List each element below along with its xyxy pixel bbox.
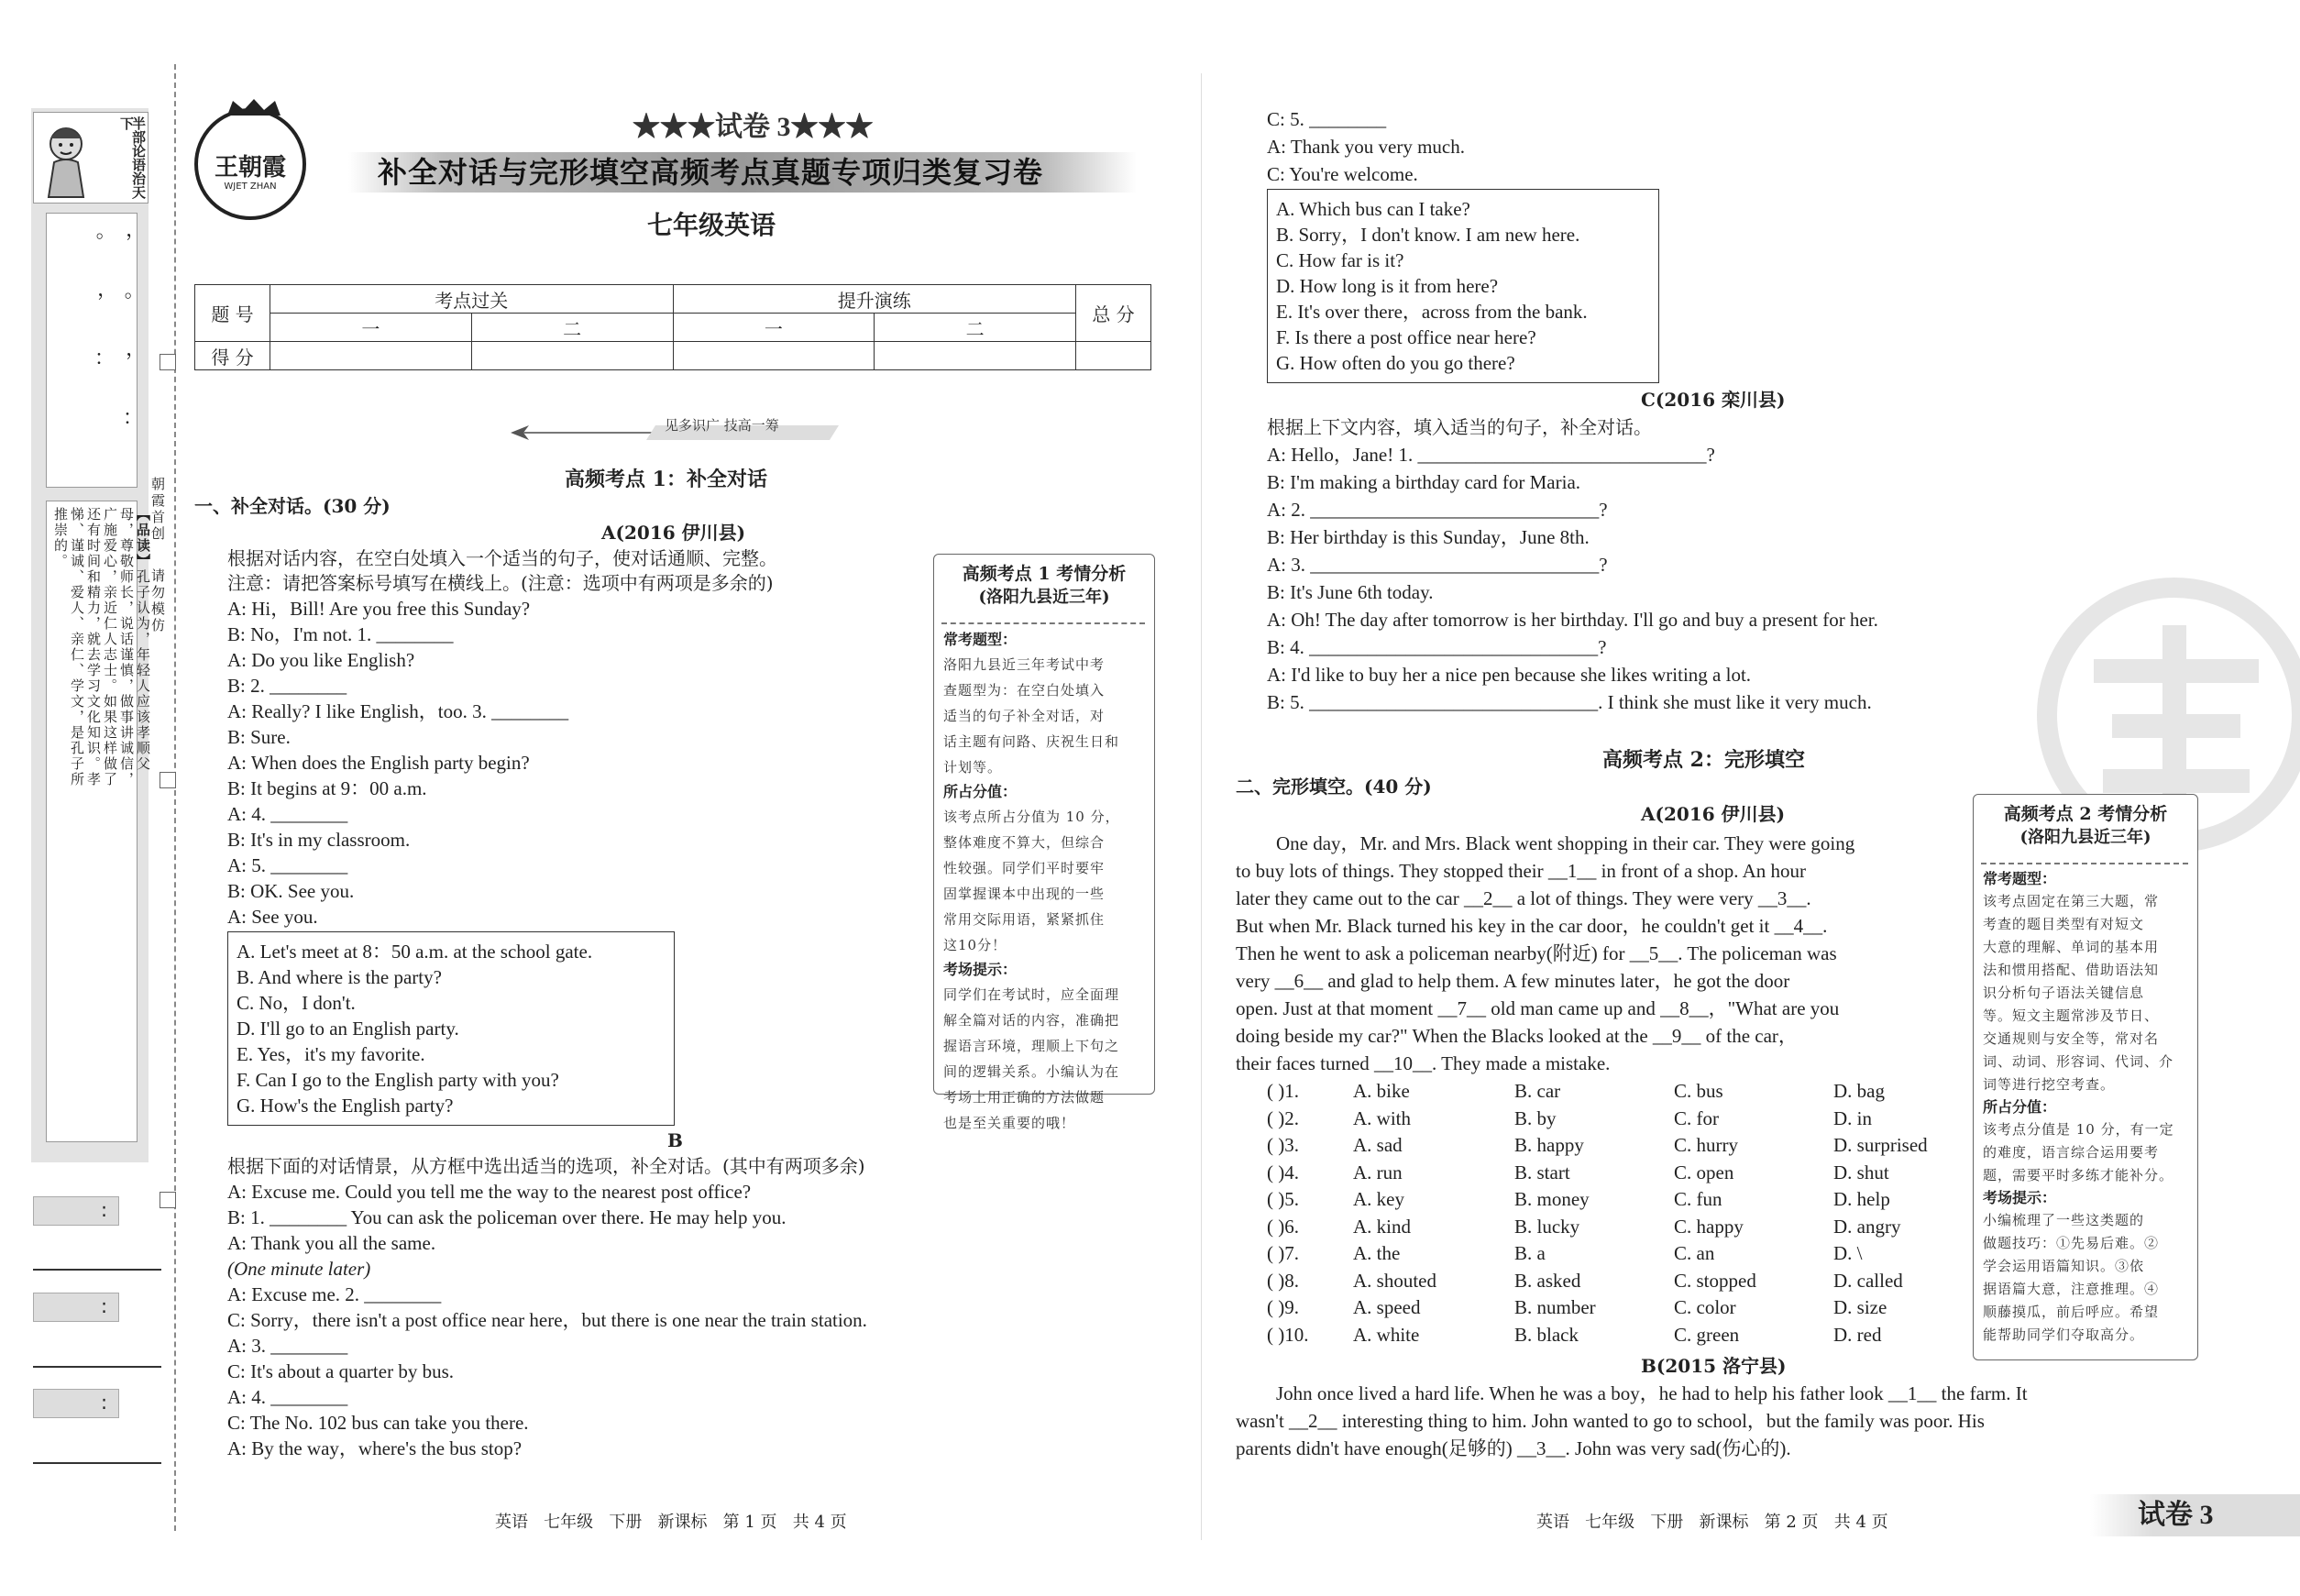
choice-option: D. shut bbox=[1833, 1161, 1889, 1183]
analysis1-title2: (洛阳九县近三年) bbox=[978, 588, 1110, 607]
dialog-c-line: B: It's June 6th today. bbox=[1267, 581, 1434, 603]
passage-line: their faces turned __10__. They made a mistake. bbox=[1236, 1052, 1611, 1074]
score-row2-label: 得 分 bbox=[195, 342, 270, 370]
analysis1-line: 洛阳九县近三年考试中考 bbox=[943, 656, 1106, 673]
passage-line: to buy lots of things. They stopped their __1__ in front of a shop. An hour bbox=[1236, 860, 1806, 882]
cartoon-icon bbox=[38, 118, 94, 199]
analysis-box-2 bbox=[1973, 794, 2198, 1360]
dialog-c-line: A: Oh! The day after tomorrow is her birthday. I'll go and buy a present for her. bbox=[1267, 609, 1878, 631]
analysis1-line: 性较强。同学们平时要牢 bbox=[943, 860, 1106, 876]
analysis1-line: 计划等。 bbox=[943, 759, 1003, 776]
dash-line-vertical bbox=[174, 64, 176, 1531]
bind-square-1 bbox=[160, 354, 176, 370]
choice-option: A. bike bbox=[1353, 1080, 1410, 1102]
choice-option: C. open bbox=[1674, 1161, 1734, 1183]
bind-square-2 bbox=[160, 772, 176, 788]
info-line-1[interactable] bbox=[33, 1269, 161, 1271]
analysis2-h1: 常考题型： bbox=[1983, 870, 2057, 887]
score-cell-2[interactable] bbox=[471, 342, 673, 370]
analysis1-line: 间的逻辑关系。小编认为在 bbox=[943, 1063, 1120, 1080]
topic1-a-instr2: 注意：请把答案标号填写在横线上。(注意：选项中有两项是多余的) bbox=[227, 572, 774, 594]
score-group1: 考点过关 bbox=[270, 285, 674, 314]
choice-option: B. asked bbox=[1514, 1269, 1581, 1292]
info-colon-3: : bbox=[101, 1392, 108, 1414]
analysis1-title1: 高频考点 1 考情分析 bbox=[962, 564, 1127, 584]
passage-line: open. Just at that moment __7__ old man came up and __8__，"What are you bbox=[1236, 997, 1840, 1019]
dialog-a-line: A: Hi，Bill! Are you free this Sunday? bbox=[227, 598, 531, 620]
dialog-b-line: A: By the way，where's the bus stop? bbox=[227, 1437, 523, 1459]
choice-option: B. money bbox=[1514, 1188, 1590, 1210]
dialog-c-line[interactable]: B: 4. ______________________________? bbox=[1267, 636, 1607, 658]
choice-option: C. an bbox=[1674, 1242, 1715, 1264]
choice-option: D. bag bbox=[1833, 1080, 1885, 1102]
topic1-c-title: C(2016 栾川县) bbox=[1641, 389, 1786, 411]
choice-option: D. angry bbox=[1833, 1215, 1901, 1238]
logo-crown-icon bbox=[226, 97, 282, 117]
analysis2-title1: 高频考点 2 考情分析 bbox=[2003, 804, 2168, 824]
dialog-c-line[interactable]: A: 3. ______________________________? bbox=[1267, 554, 1608, 576]
choice-option: D. \ bbox=[1833, 1242, 1863, 1264]
choice-option: B. black bbox=[1514, 1323, 1579, 1346]
analysis1-h1: 常考题型： bbox=[943, 631, 1018, 648]
footer-left: 英语 七年级 下册 新课标 第 1 页 共 4 页 bbox=[495, 1513, 847, 1532]
score-col1: 一 bbox=[270, 314, 472, 342]
topic1-c-instr: 根据上下文内容，填入适当的句子，补全对话。 bbox=[1267, 416, 1652, 438]
score-col4: 二 bbox=[875, 314, 1076, 342]
dialog-b-line: C: The No. 102 bus can take you there. bbox=[227, 1412, 529, 1434]
analysis1-line: 该考点所占分值为 10 分， bbox=[943, 809, 1120, 825]
analysis2-line: 交通规则与安全等，常对名 bbox=[1983, 1030, 2160, 1047]
score-cell-1[interactable] bbox=[270, 342, 472, 370]
topic1-b-title: B bbox=[667, 1129, 683, 1151]
option-a: A. Let's meet at 8：50 a.m. at the school gate. bbox=[237, 941, 593, 963]
passage-b-line: wasn't __2__ interesting thing to him. John wanted to go to school，but the family was poor. His bbox=[1236, 1410, 1985, 1432]
quote-box bbox=[46, 501, 151, 1142]
quote-text: 【品读】孔子认为，年轻人应该孝顺父母，尊敬师长，说话谨慎，做事讲诚信，广施爱心，亲近仁人志士。如果这样做了还有时间和精力，就去学习文化知识。孝悌、谨诚、爱人、亲仁、学文，是孔子所推崇的。 bbox=[52, 507, 151, 787]
choice-option: C. color bbox=[1674, 1296, 1736, 1318]
analysis2-divider bbox=[1981, 863, 2188, 864]
topic1-a-instr1: 根据对话内容，在空白处填入一个适当的句子，使对话通顺、完整。 bbox=[227, 547, 777, 569]
punct-column: ， 。 ， ： 。 ， ： bbox=[81, 232, 132, 447]
score-group2: 提升演练 bbox=[673, 285, 1076, 314]
dialog-c-line: B: Her birthday is this Sunday，June 8th. bbox=[1267, 526, 1590, 548]
analysis1-line: 查题型为：在空白处填入 bbox=[943, 682, 1106, 699]
choice-option: C. bus bbox=[1674, 1080, 1723, 1102]
dialog-c-line[interactable]: A: 2. ______________________________? bbox=[1267, 499, 1608, 521]
dialog-a-line: B: Sure. bbox=[227, 726, 291, 748]
fill-box bbox=[46, 213, 138, 488]
passage-line: doing beside my car?" When the Blacks looked at the __9__ of the car， bbox=[1236, 1025, 1798, 1047]
score-total: 总 分 bbox=[1076, 285, 1151, 342]
passage-b-line: parents didn't have enough(足够的) __3__. John was very sad(伤心的). bbox=[1236, 1437, 1791, 1459]
dialog-c-line: B: I'm making a birthday card for Maria. bbox=[1267, 471, 1581, 493]
score-cell-total[interactable] bbox=[1076, 342, 1151, 370]
score-cell-4[interactable] bbox=[875, 342, 1076, 370]
choice-option: A. kind bbox=[1353, 1215, 1411, 1238]
analysis2-line: 能帮助同学们夺取高分。 bbox=[1983, 1326, 2145, 1343]
dialog-c-line[interactable]: B: 5. ______________________________. I think she must like it very much. bbox=[1267, 691, 1872, 713]
dialog-b-line[interactable]: A: 3. ________ bbox=[227, 1335, 348, 1357]
analysis1-line: 适当的句子补全对话，对 bbox=[943, 708, 1106, 724]
analysis2-line: 该考点分值是 10 分，有一定 bbox=[1983, 1121, 2174, 1138]
dialog-b-line: A: Thank you all the same. bbox=[227, 1232, 436, 1254]
analysis1-line: 这10分！ bbox=[943, 937, 1007, 953]
analysis-box-1 bbox=[933, 554, 1155, 1131]
passage-line: later they came out to the car __2__ a lot of things. They were very __3__. bbox=[1236, 887, 1811, 909]
analysis2-line: 的难度，语言综合运用要考 bbox=[1983, 1144, 2160, 1161]
dialog-a-line[interactable]: B: No，I'm not. 1. ________ bbox=[227, 623, 454, 645]
dialog-b-line: A: Thank you very much. bbox=[1267, 136, 1465, 158]
analysis1-h2: 所占分值： bbox=[943, 783, 1018, 800]
analysis2-line: 等。短文主题常涉及节日、 bbox=[1983, 1007, 2160, 1024]
logo-subtext: WJET ZHAN bbox=[224, 182, 277, 192]
info-line-3[interactable] bbox=[33, 1462, 161, 1464]
paper-tag: ★★★试卷 3★★★ bbox=[633, 112, 874, 142]
dialog-a-line: A: See you. bbox=[227, 906, 318, 928]
topic2-heading: 高频考点 2：完形填空 bbox=[1602, 748, 1805, 772]
logo-text: 王朝霞 bbox=[214, 154, 286, 182]
analysis2-line: 词等进行挖空考查。 bbox=[1983, 1076, 2116, 1093]
option-b: B. Sorry，I don't know. I am new here. bbox=[1276, 224, 1580, 246]
dialog-b-line[interactable]: B: 1. ________ You can ask the policeman over there. He may help you. bbox=[227, 1206, 787, 1228]
analysis2-line: 顺藤摸瓜，前后呼应。希望 bbox=[1983, 1304, 2160, 1320]
analysis2-line: 考查的题目类型有对短文 bbox=[1983, 916, 2145, 932]
choice-option: B. number bbox=[1514, 1296, 1596, 1318]
dialog-b-line[interactable]: C: 5. ________ bbox=[1267, 108, 1387, 130]
choice-option: D. in bbox=[1833, 1106, 1872, 1129]
choice-option: C. stopped bbox=[1674, 1269, 1756, 1292]
choice-number[interactable]: ( )7. bbox=[1267, 1242, 1299, 1264]
passage-line: Then he went to ask a policeman nearby(附近) for __5__. The policeman was bbox=[1236, 942, 1837, 964]
choice-number[interactable]: ( )5. bbox=[1267, 1188, 1299, 1210]
dialog-b-line: C: You're welcome. bbox=[1267, 163, 1418, 185]
choice-number[interactable]: ( )9. bbox=[1267, 1296, 1299, 1318]
option-a: D. I'll go to an English party. bbox=[237, 1018, 459, 1040]
dialog-a-line: B: OK. See you. bbox=[227, 880, 355, 902]
analysis1-line: 话主题有问路、庆祝生日和 bbox=[943, 733, 1120, 750]
choice-option: A. key bbox=[1353, 1188, 1404, 1210]
analysis1-line: 固掌握课本中出现的一些 bbox=[943, 886, 1106, 902]
option-a: C. No，I don't. bbox=[237, 992, 356, 1014]
option-a: B. And where is the party? bbox=[237, 966, 442, 988]
choice-option: A. run bbox=[1353, 1161, 1403, 1183]
score-col3: 一 bbox=[673, 314, 875, 342]
score-cell-3[interactable] bbox=[673, 342, 875, 370]
paper-title: 补全对话与完形填空高频考点真题专项归类复习卷 bbox=[378, 155, 1044, 190]
analysis2-line: 学会运用语篇知识。③依 bbox=[1983, 1258, 2145, 1274]
analysis2-line: 识分析句子语法关键信息 bbox=[1983, 985, 2145, 1001]
dialog-b-line: C: It's about a quarter by bus. bbox=[227, 1360, 454, 1382]
dialog-a-line[interactable]: A: 4. ________ bbox=[227, 803, 348, 825]
dialog-c-line: A: I'd like to buy her a nice pen because she likes writing a lot. bbox=[1267, 664, 1752, 686]
choice-option: A. shouted bbox=[1353, 1269, 1436, 1292]
choice-option: D. red bbox=[1833, 1323, 1882, 1346]
footer-right: 英语 七年级 下册 新课标 第 2 页 共 4 页 bbox=[1536, 1513, 1888, 1532]
book-badge bbox=[33, 112, 149, 204]
analysis1-line: 常用交际用语，紧紧抓住 bbox=[943, 911, 1106, 928]
paper-subtitle: 七年级英语 bbox=[647, 210, 776, 240]
choice-option: B. a bbox=[1514, 1242, 1546, 1264]
choice-option: C. green bbox=[1674, 1323, 1740, 1346]
choice-option: B. start bbox=[1514, 1161, 1570, 1183]
dialog-b-line: C: Sorry，there isn't a post office near here，but there is one near the train station. bbox=[227, 1309, 867, 1331]
dialog-b-line: (One minute later) bbox=[227, 1258, 371, 1280]
score-table bbox=[194, 284, 1151, 370]
choice-option: B. lucky bbox=[1514, 1215, 1580, 1238]
dialog-c-line[interactable]: A: Hello，Jane! 1. ______________________________? bbox=[1267, 444, 1715, 466]
analysis2-title2: (洛阳九县近三年) bbox=[2019, 828, 2151, 847]
choice-option: D. size bbox=[1833, 1296, 1887, 1318]
analysis2-line: 词、动词、形容词、代词、介 bbox=[1983, 1053, 2174, 1070]
analysis2-h2: 所占分值： bbox=[1983, 1098, 2057, 1116]
page-divider bbox=[1201, 73, 1202, 1540]
dialog-a-line[interactable]: A: 5. ________ bbox=[227, 854, 348, 876]
analysis2-line: 小编梳理了一些这类题的 bbox=[1983, 1212, 2145, 1228]
topic1-heading: 高频考点 1：补全对话 bbox=[565, 468, 767, 491]
choice-number[interactable]: ( )3. bbox=[1267, 1134, 1299, 1156]
analysis1-line: 握语言环境，理顺上下句之 bbox=[943, 1038, 1120, 1054]
analysis1-line: 整体难度不算大，但综合 bbox=[943, 834, 1106, 851]
choice-option: A. with bbox=[1353, 1106, 1411, 1129]
choice-option: A. speed bbox=[1353, 1296, 1421, 1318]
choice-option: D. surprised bbox=[1833, 1134, 1928, 1156]
analysis2-line: 做题技巧：①先易后难。② bbox=[1983, 1235, 2160, 1251]
dialog-a-line: A: Do you like English? bbox=[227, 649, 415, 671]
dialog-a-line: B: It begins at 9：00 a.m. bbox=[227, 777, 427, 799]
logo bbox=[194, 108, 306, 220]
option-b: D. How long is it from here? bbox=[1276, 275, 1499, 297]
choice-option: D. help bbox=[1833, 1188, 1890, 1210]
topic2-section: 二、完形填空。(40 分) bbox=[1236, 776, 1432, 798]
option-a: G. How's the English party? bbox=[237, 1095, 454, 1117]
score-col2: 二 bbox=[471, 314, 673, 342]
option-a: E. Yes，it's my favorite. bbox=[237, 1043, 425, 1065]
choice-option: C. happy bbox=[1674, 1215, 1744, 1238]
choice-option: C. for bbox=[1674, 1106, 1719, 1129]
choice-number[interactable]: ( )6. bbox=[1267, 1215, 1299, 1238]
passage-line: One day，Mr. and Mrs. Black went shopping in their car. They were going bbox=[1276, 832, 1855, 854]
analysis1-line: 也是至关重要的哦！ bbox=[943, 1115, 1076, 1131]
analysis2-line: 题，需要平时多练才能补分。 bbox=[1983, 1167, 2174, 1183]
option-b: C. How far is it? bbox=[1276, 249, 1404, 271]
dialog-a-line: B: It's in my classroom. bbox=[227, 829, 411, 851]
note-vertical-2: 请勿模仿 bbox=[149, 568, 166, 634]
dialog-a-line: A: When does the English party begin? bbox=[227, 752, 530, 774]
choice-option: B. by bbox=[1514, 1106, 1557, 1129]
slogan: 见多识广 技高一筹 bbox=[665, 417, 779, 434]
dialog-b-line: A: Excuse me. Could you tell me the way to the nearest post office? bbox=[227, 1181, 752, 1203]
passage-line: very __6__ and glad to help them. A few minutes later，he got the door bbox=[1236, 970, 1790, 992]
topic2-b-title: B(2015 洛宁县) bbox=[1641, 1355, 1787, 1377]
option-b: F. Is there a post office near here? bbox=[1276, 326, 1536, 348]
option-b: A. Which bus can I take? bbox=[1276, 198, 1470, 220]
choice-option: B. car bbox=[1514, 1080, 1561, 1102]
choice-number[interactable]: ( )1. bbox=[1267, 1080, 1299, 1102]
choice-option: A. white bbox=[1353, 1323, 1420, 1346]
option-a: F. Can I go to the English party with you? bbox=[237, 1069, 559, 1091]
analysis2-line: 大意的理解、单词的基本用 bbox=[1983, 939, 2160, 955]
option-b: E. It's over there，across from the bank. bbox=[1276, 301, 1588, 323]
info-colon-2: : bbox=[101, 1295, 108, 1317]
analysis1-h3: 考场提示： bbox=[943, 961, 1018, 978]
info-line-2[interactable] bbox=[33, 1366, 161, 1368]
dialog-b-line[interactable]: A: Excuse me. 2. ________ bbox=[227, 1283, 442, 1305]
bind-square-3 bbox=[160, 1192, 176, 1208]
analysis1-line: 考场上用正确的方法做题 bbox=[943, 1089, 1106, 1106]
analysis1-line: 解全篇对话的内容，准确把 bbox=[943, 1012, 1120, 1029]
passage-line: But when Mr. Black turned his key in the car door，he couldn't get it __4__. bbox=[1236, 915, 1828, 937]
dialog-a-line[interactable]: A: Really? I like English，too. 3. ________ bbox=[227, 700, 569, 722]
topic1-b-instr: 根据下面的对话情景，从方框中选出适当的选项，补全对话。(其中有两项多余) bbox=[227, 1155, 865, 1177]
info-colon-1: : bbox=[101, 1199, 108, 1221]
choice-option: D. called bbox=[1833, 1269, 1903, 1292]
analysis2-line: 据语篇大意，注意推理。④ bbox=[1983, 1281, 2160, 1297]
analysis2-line: 该考点固定在第三大题，常 bbox=[1983, 893, 2160, 909]
choice-option: C. fun bbox=[1674, 1188, 1722, 1210]
note-vertical-1: 朝霞首创 bbox=[149, 477, 166, 543]
footer-tag: 试卷 3 bbox=[2138, 1500, 2214, 1530]
choice-number[interactable]: ( )4. bbox=[1267, 1161, 1299, 1183]
analysis2-line: 法和惯用搭配、借助语法知 bbox=[1983, 962, 2160, 978]
choice-number[interactable]: ( )2. bbox=[1267, 1106, 1299, 1129]
passage-b-line: John once lived a hard life. When he was a boy，he had to help his father look __1__ the farm. It bbox=[1276, 1382, 2028, 1404]
option-b: G. How often do you go there? bbox=[1276, 352, 1515, 374]
book-title-vertical: 半部论语治天下 bbox=[118, 116, 147, 199]
score-row1-label: 题 号 bbox=[195, 285, 270, 342]
dialog-a-line[interactable]: B: 2. ________ bbox=[227, 675, 347, 697]
topic1-a-title: A(2016 伊川县) bbox=[601, 522, 746, 544]
topic2-a-title: A(2016 伊川县) bbox=[1641, 803, 1786, 825]
dialog-b-line[interactable]: A: 4. ________ bbox=[227, 1386, 348, 1408]
choice-number[interactable]: ( )10. bbox=[1267, 1323, 1309, 1346]
choice-option: B. happy bbox=[1514, 1134, 1584, 1156]
choice-option: A. the bbox=[1353, 1242, 1401, 1264]
choice-option: A. sad bbox=[1353, 1134, 1403, 1156]
choice-number[interactable]: ( )8. bbox=[1267, 1269, 1299, 1292]
analysis2-h3: 考场提示： bbox=[1983, 1189, 2057, 1206]
analysis1-line: 同学们在考试时，应全面理 bbox=[943, 986, 1120, 1003]
topic1-section: 一、补全对话。(30 分) bbox=[194, 495, 391, 517]
analysis1-divider bbox=[941, 622, 1145, 624]
choice-option: C. hurry bbox=[1674, 1134, 1738, 1156]
